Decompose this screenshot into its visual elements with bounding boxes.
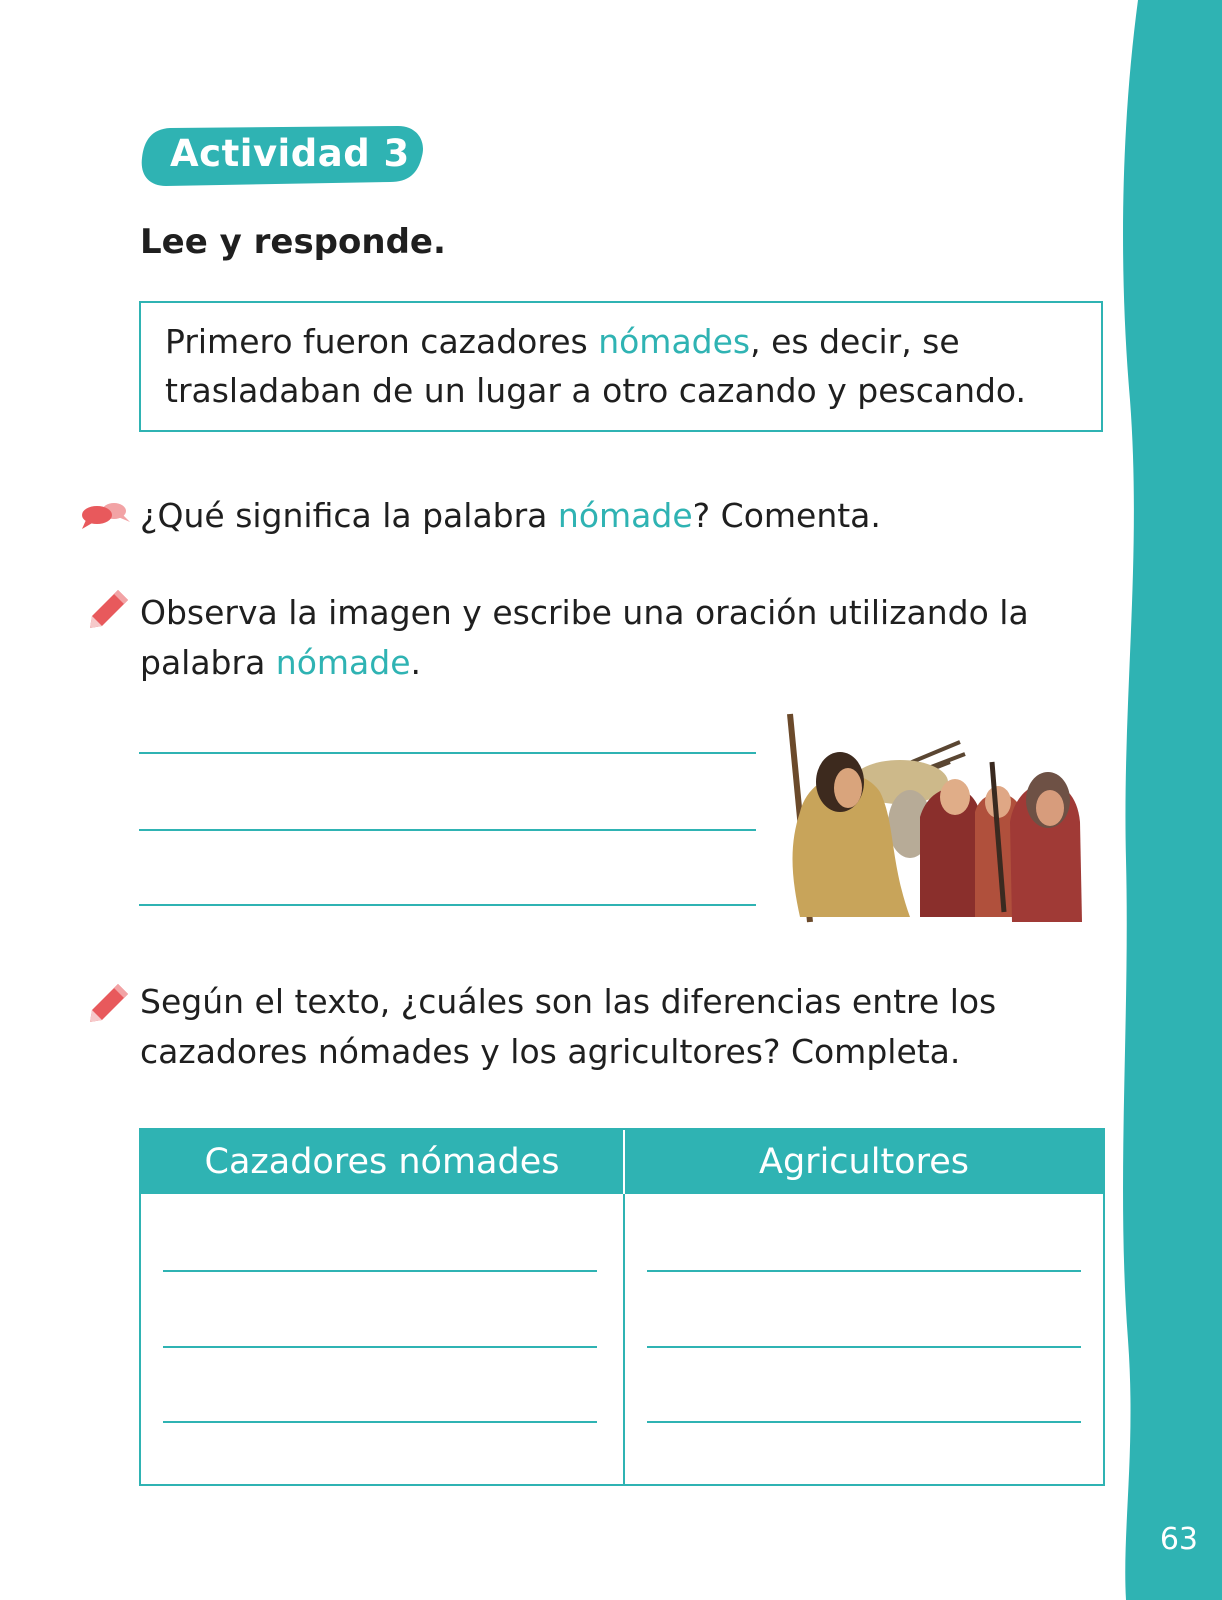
answer-line[interactable] [647,1270,1081,1272]
question-meaning: ¿Qué significa la palabra nómade? Comenta. [140,496,881,535]
answer-line[interactable] [139,829,756,831]
header-divider [623,1130,625,1194]
instruction-heading: Lee y responde. [140,222,446,262]
table-header [141,1130,1103,1194]
answer-line[interactable] [139,752,756,754]
reading-text: Primero fueron cazadores nómades, es decir, se trasladaban de un lugar a otro cazando y pescando. [165,322,1027,410]
speech-bubbles-icon [80,500,132,530]
nomads-illustration [760,712,1090,950]
activity-badge [140,124,425,188]
answer-line[interactable] [163,1421,597,1423]
question-differences: Según el texto, ¿cuáles son las diferencias entre los cazadores nómades y los agricultores? Completa. [140,982,997,1071]
keyword-highlight: nómades [598,322,751,361]
keyword-highlight: nómade [275,643,411,682]
reading-box [139,301,1103,432]
page-number: 63 [1159,1522,1198,1557]
header-nomadic-hunters: Cazadores nómades [204,1142,560,1182]
answer-line[interactable] [163,1346,597,1348]
answer-line[interactable] [139,904,756,906]
question-write-sentence: Observa la imagen y escribe una oración utilizando la palabra nómade. [140,593,1029,682]
pencil-icon [88,980,132,1024]
answer-line[interactable] [163,1270,597,1272]
comparison-table [139,1128,1105,1486]
keyword-highlight: nómade [557,496,693,535]
answer-line[interactable] [647,1421,1081,1423]
decorative-side-band [1112,0,1222,1600]
pencil-icon [88,586,132,630]
header-farmers: Agricultores [759,1142,969,1182]
answer-line[interactable] [647,1346,1081,1348]
activity-title: Actividad 3 [170,132,410,175]
